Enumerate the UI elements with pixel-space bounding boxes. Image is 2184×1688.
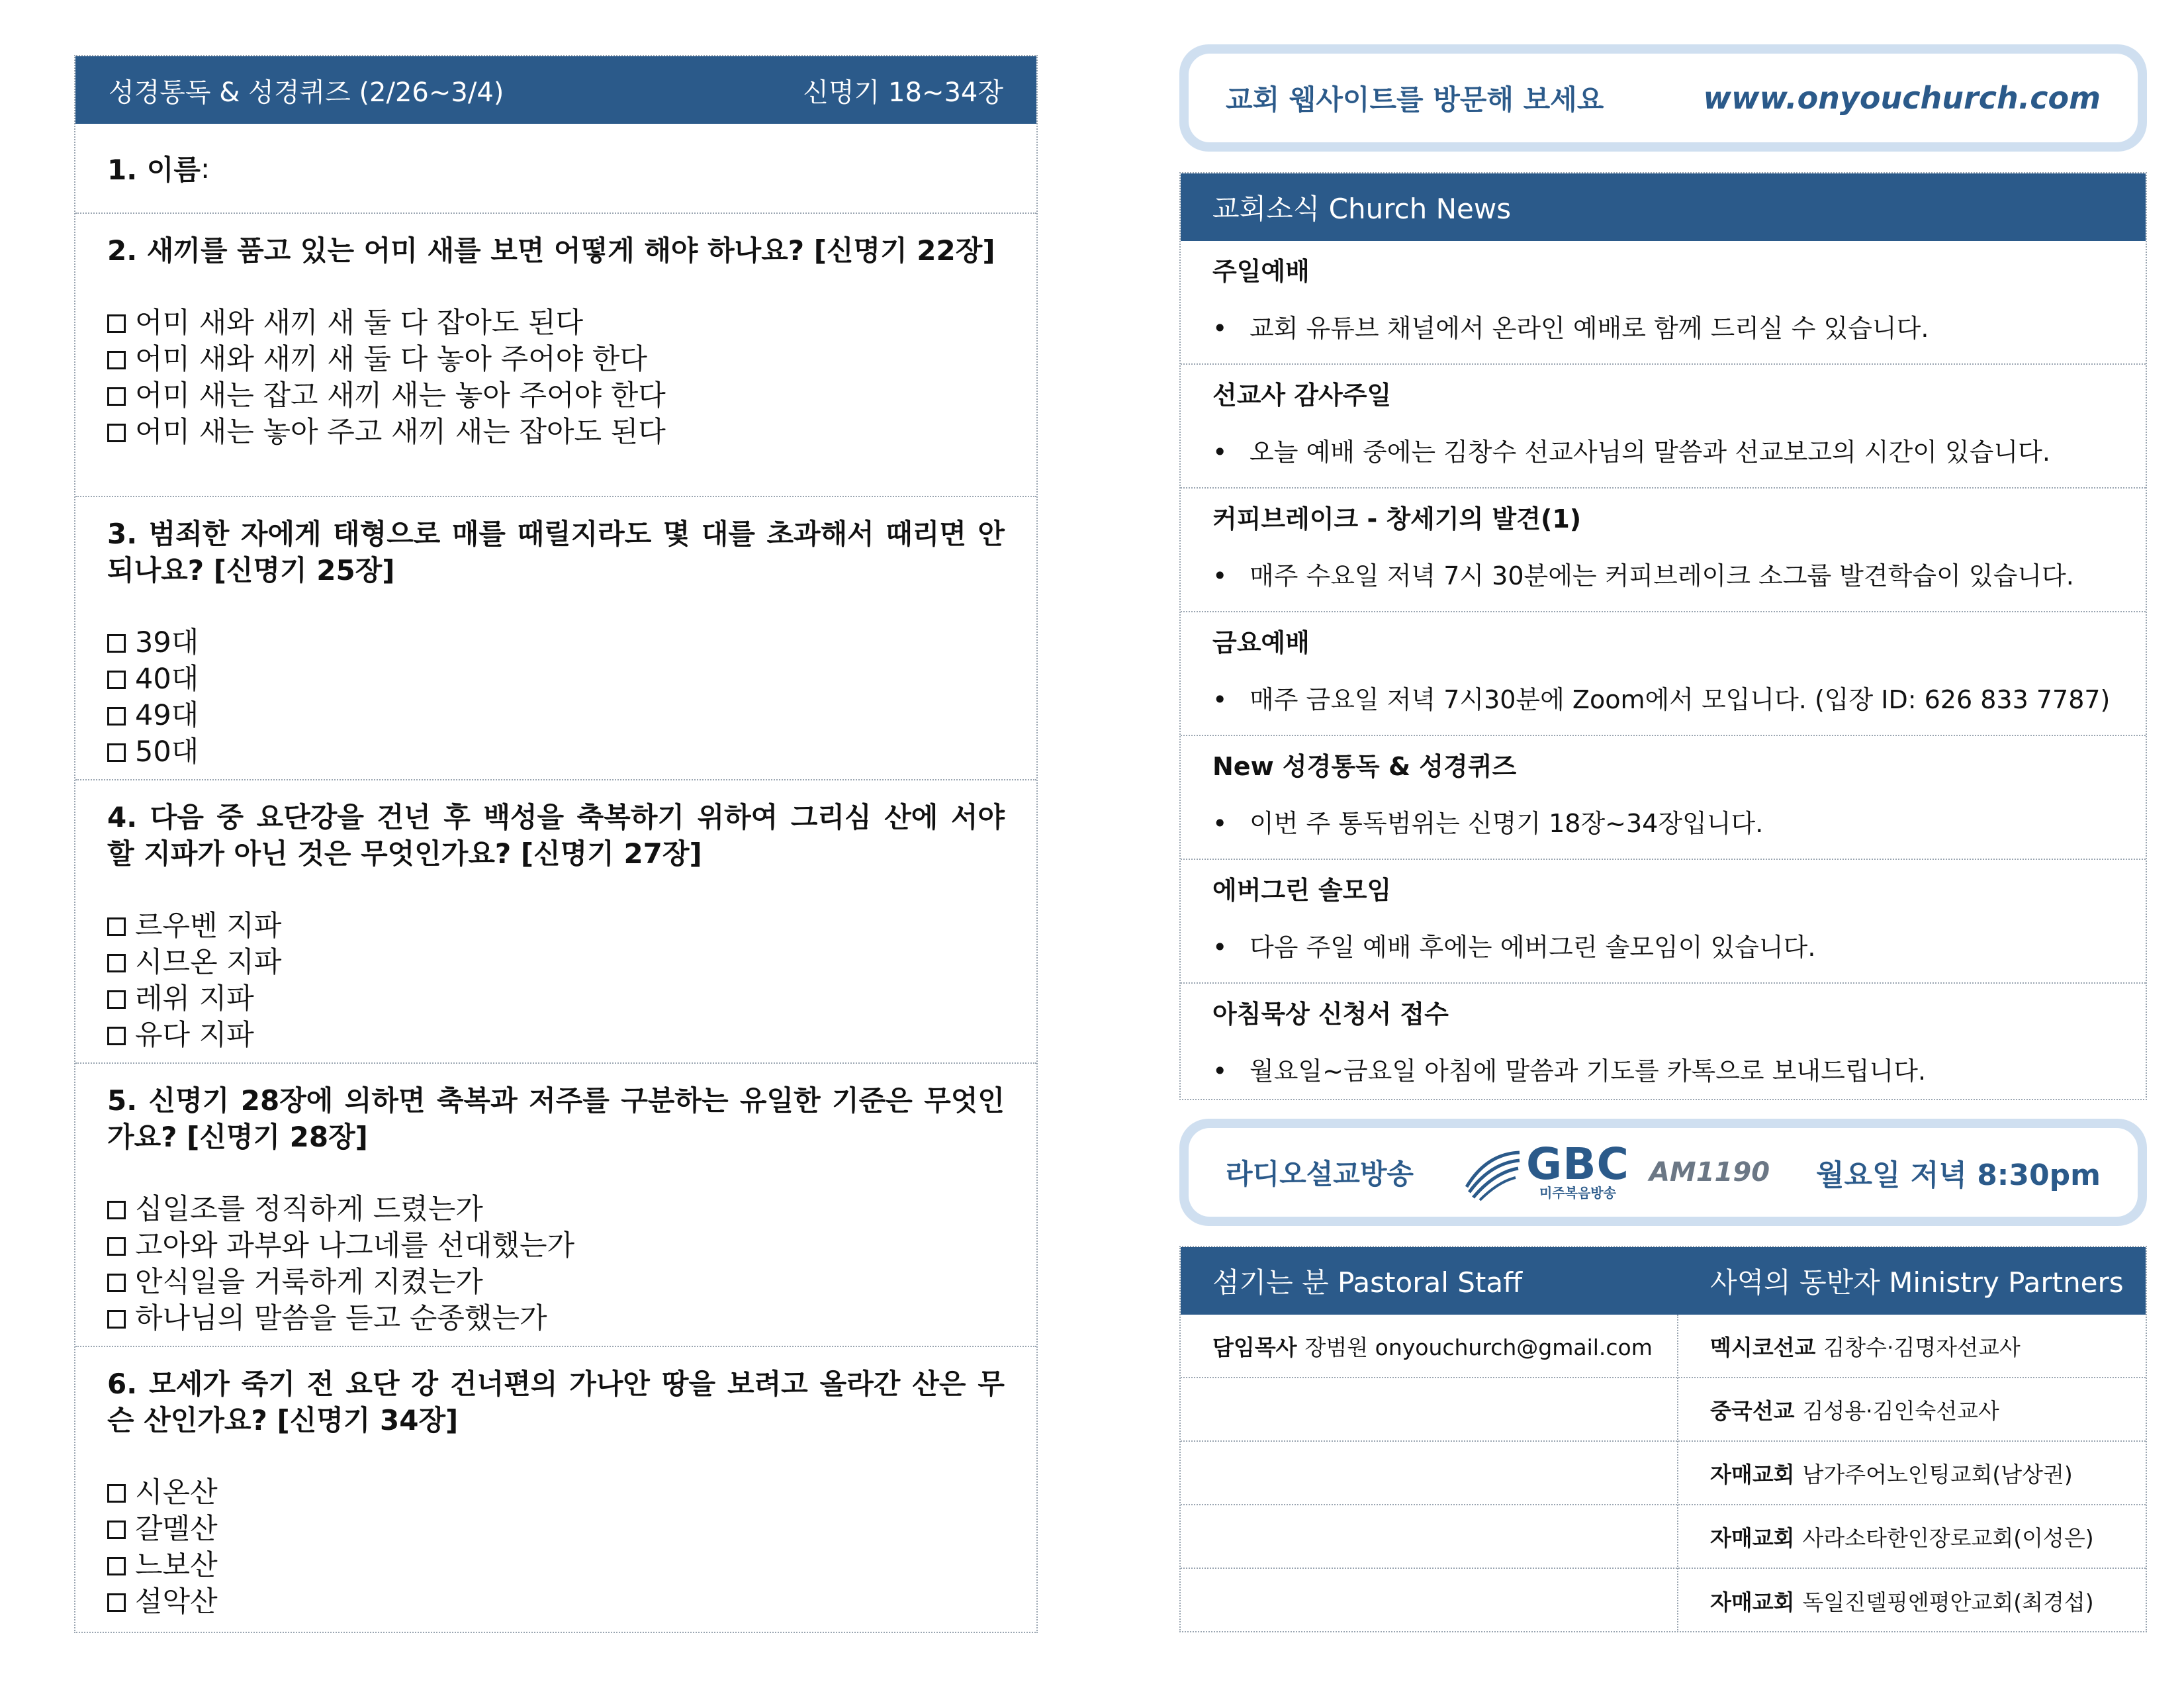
partner-row [1678, 1378, 2146, 1442]
option-checkbox[interactable] [107, 1548, 1005, 1584]
news-body [1212, 684, 2114, 716]
option-checkbox[interactable] [107, 1301, 1005, 1337]
news-text: 다음 주일 예배 후에는 에버그린 솔모임이 있습니다. [1250, 933, 1816, 962]
checkbox-icon[interactable] [107, 1201, 126, 1219]
option-checkbox[interactable] [107, 698, 1005, 734]
question-6 [75, 1347, 1036, 1633]
name-field-row[interactable] [75, 124, 1036, 214]
news-item [1181, 612, 2146, 736]
question-2 [75, 214, 1036, 497]
news-item [1181, 860, 2146, 984]
ministry-partners-heading: 사역의 동반자 Ministry Partners [1710, 1266, 2124, 1299]
options-list [107, 305, 1005, 451]
partner-role: 자매교회 [1710, 1524, 1795, 1551]
news-title: New 성경통독 & 성경퀴즈 [1212, 752, 1517, 781]
staff-row-empty [1181, 1378, 1677, 1442]
option-label: 고아와 과부와 나그네를 선대했는가 [135, 1229, 575, 1262]
checkbox-icon[interactable] [107, 1237, 126, 1256]
website-banner-inner [1189, 54, 2138, 142]
option-checkbox[interactable] [107, 1511, 1005, 1548]
staff-panel [1179, 1246, 2147, 1632]
partner-detail: 사라소타한인장로교회(이성은) [1802, 1524, 2094, 1551]
gbc-logo-subtitle: 미주복음방송 [1539, 1185, 1616, 1201]
option-label: 어미 새는 놓아 주고 새끼 새는 잡아도 된다 [135, 416, 666, 449]
option-label: 어미 새는 잡고 새끼 새는 놓아 주어야 한다 [135, 379, 666, 412]
option-checkbox[interactable] [107, 1228, 1005, 1264]
partner-row [1678, 1505, 2146, 1569]
pastoral-staff-heading: 섬기는 분 Pastoral Staff [1212, 1266, 1523, 1299]
news-body [1212, 560, 2114, 592]
staff-detail: 장범원 onyouchurch@gmail.com [1304, 1334, 1653, 1360]
radio-banner [1179, 1119, 2147, 1226]
news-body [1212, 1055, 2114, 1087]
option-label: 39대 [135, 626, 199, 659]
partner-row [1678, 1442, 2146, 1505]
option-checkbox[interactable] [107, 1475, 1005, 1511]
staff-row-empty [1181, 1442, 1677, 1505]
option-checkbox[interactable] [107, 981, 1005, 1017]
options-list [107, 1192, 1005, 1337]
quiz-header [75, 56, 1036, 124]
partner-role: 자매교회 [1710, 1589, 1795, 1615]
checkbox-icon[interactable] [107, 314, 126, 333]
news-body [1212, 436, 2114, 468]
news-body [1212, 312, 2114, 344]
quiz-title: 성경통독 & 성경퀴즈 (2/26~3/4) [109, 77, 504, 108]
news-text: 오늘 예배 중에는 김창수 선교사님의 말씀과 선교보고의 시간이 있습니다. [1250, 438, 2050, 467]
quiz-range: 신명기 18~34장 [803, 77, 1003, 108]
staff-row [1181, 1315, 1677, 1378]
checkbox-icon[interactable] [107, 1593, 126, 1612]
question-text: 2. 새끼를 품고 있는 어미 새를 보면 어떻게 해야 하나요? [신명기 22장] [107, 234, 995, 267]
news-body [1212, 931, 2114, 963]
news-item [1181, 241, 2146, 365]
staff-row-empty [1181, 1569, 1677, 1632]
website-link[interactable]: www.onyouchurch.com [1703, 80, 2101, 116]
news-title: 에버그린 솔모임 [1212, 876, 1392, 905]
ministry-partners-column [1678, 1315, 2146, 1632]
checkbox-icon[interactable] [107, 1521, 126, 1539]
question-text: 4. 다음 중 요단강을 건넌 후 백성을 축복하기 위하여 그리심 산에 서야 할 지파가 아닌 것은 무엇인가요? [신명기 27장] [107, 801, 1005, 870]
news-text: 교회 유튜브 채널에서 온라인 예배로 함께 드리실 수 있습니다. [1250, 314, 1929, 343]
option-label: 설악산 [135, 1585, 218, 1618]
name-label: 1. 이름 [107, 154, 201, 186]
pastoral-staff-column [1181, 1315, 1678, 1632]
bullet-icon: • [1212, 314, 1228, 343]
gbc-logo-text: GBC [1526, 1139, 1629, 1190]
option-label: 르우벤 지파 [135, 910, 282, 943]
bullet-icon: • [1212, 809, 1228, 838]
bullet-icon: • [1212, 438, 1228, 467]
option-checkbox[interactable] [107, 908, 1005, 945]
partner-role: 자매교회 [1710, 1461, 1795, 1487]
option-label: 갈멜산 [135, 1513, 218, 1546]
option-label: 느보산 [135, 1549, 218, 1582]
option-label: 시므온 지파 [135, 946, 282, 979]
options-list [107, 1475, 1005, 1620]
news-title: 아침묵상 신청서 접수 [1212, 1000, 1449, 1029]
option-checkbox[interactable] [107, 734, 1005, 771]
checkbox-icon[interactable] [107, 634, 126, 653]
partner-role: 멕시코선교 [1710, 1334, 1816, 1360]
staff-grid [1181, 1315, 2146, 1632]
checkbox-icon[interactable] [107, 1310, 126, 1329]
checkbox-icon[interactable] [107, 1484, 126, 1503]
question-text: 3. 범죄한 자에게 태형으로 매를 때릴지라도 몇 대를 초과해서 때리면 안 되나요? [신명기 25장] [107, 518, 1005, 586]
option-label: 레위 지파 [135, 982, 254, 1015]
news-title: 금요예배 [1212, 628, 1310, 657]
partner-detail: 독일진델핑엔평안교회(최경섭) [1802, 1589, 2094, 1615]
news-text: 이번 주 통독범위는 신명기 18장~34장입니다. [1250, 809, 1764, 838]
partner-row [1678, 1569, 2146, 1632]
website-banner [1179, 44, 2147, 152]
option-label: 시온산 [135, 1476, 218, 1509]
partner-detail: 김성용·김인숙선교사 [1802, 1397, 1999, 1424]
radio-time: 월요일 저녁 8:30pm [1816, 1158, 2101, 1192]
option-checkbox[interactable] [107, 414, 1005, 451]
option-label: 50대 [135, 735, 199, 769]
news-item [1181, 736, 2146, 860]
news-title: 주일예배 [1212, 257, 1310, 286]
checkbox-icon[interactable] [107, 707, 126, 726]
option-label: 49대 [135, 699, 199, 732]
church-news-header: 교회소식 Church News [1181, 173, 2146, 241]
radio-label: 라디오설교방송 [1226, 1158, 1414, 1190]
question-3 [75, 497, 1036, 780]
gbc-logo [1460, 1141, 1770, 1204]
checkbox-icon[interactable] [107, 1557, 126, 1575]
option-label: 십일조를 정직하게 드렸는가 [135, 1193, 483, 1226]
option-checkbox[interactable] [107, 1264, 1005, 1301]
checkbox-icon[interactable] [107, 1274, 126, 1292]
option-label: 어미 새와 새끼 새 둘 다 놓아 주어야 한다 [135, 343, 647, 376]
radio-banner-inner [1189, 1128, 2138, 1217]
checkbox-icon[interactable] [107, 351, 126, 369]
news-item [1181, 489, 2146, 612]
checkbox-icon[interactable] [107, 387, 126, 406]
checkbox-icon[interactable] [107, 990, 126, 1009]
news-text: 매주 수요일 저녁 7시 30분에는 커피브레이크 소그룹 발견학습이 있습니다. [1250, 561, 2074, 590]
staff-header [1181, 1247, 2146, 1315]
question-text: 5. 신명기 28장에 의하면 축복과 저주를 구분하는 유일한 기준은 무엇인가요? [신명기 28장] [107, 1084, 1005, 1153]
globe-swirl-icon [1460, 1141, 1524, 1204]
name-colon: : [200, 152, 210, 185]
question-5 [75, 1064, 1036, 1347]
bullet-icon: • [1212, 933, 1228, 962]
staff-role: 담임목사 [1212, 1334, 1297, 1360]
options-list [107, 625, 1005, 771]
news-item [1181, 365, 2146, 489]
news-text: 월요일~금요일 아침에 말씀과 기도를 카톡으로 보내드립니다. [1250, 1056, 1927, 1086]
news-text: 매주 금요일 저녁 7시30분에 Zoom에서 모입니다. (입장 ID: 626 833 7787) [1250, 685, 2111, 714]
option-label: 유다 지파 [135, 1019, 254, 1052]
bullet-icon: • [1212, 1056, 1228, 1086]
options-list [107, 908, 1005, 1054]
option-checkbox[interactable] [107, 305, 1005, 342]
bullet-icon: • [1212, 685, 1228, 714]
option-checkbox[interactable] [107, 625, 1005, 661]
partner-detail: 김창수·김명자선교사 [1823, 1334, 2021, 1360]
option-checkbox[interactable] [107, 1584, 1005, 1620]
staff-row-empty [1181, 1505, 1677, 1569]
option-label: 40대 [135, 663, 199, 696]
quiz-panel [74, 55, 1038, 1633]
option-checkbox[interactable] [107, 378, 1005, 414]
question-4 [75, 780, 1036, 1064]
partner-row [1678, 1315, 2146, 1378]
website-label: 교회 웹사이트를 방문해 보세요 [1226, 83, 1604, 116]
question-text: 6. 모세가 죽기 전 요단 강 건너편의 가나안 땅을 보려고 올라간 산은 무슨 산인가요? [신명기 34장] [107, 1368, 1005, 1436]
checkbox-icon[interactable] [107, 1027, 126, 1045]
partner-detail: 남가주어노인팅교회(남상권) [1802, 1461, 2073, 1487]
option-checkbox[interactable] [107, 342, 1005, 378]
option-checkbox[interactable] [107, 945, 1005, 981]
bullet-icon: • [1212, 561, 1228, 590]
checkbox-icon[interactable] [107, 954, 126, 972]
radio-frequency: AM1190 [1649, 1157, 1770, 1188]
checkbox-icon[interactable] [107, 671, 126, 689]
option-label: 하나님의 말씀을 듣고 순종했는가 [135, 1302, 547, 1335]
option-checkbox[interactable] [107, 1192, 1005, 1228]
gbc-wordmark [1526, 1139, 1629, 1201]
news-title: 커피브레이크 - 창세기의 발견(1) [1212, 504, 1582, 534]
option-checkbox[interactable] [107, 661, 1005, 698]
option-label: 어미 새와 새끼 새 둘 다 잡아도 된다 [135, 306, 584, 340]
checkbox-icon[interactable] [107, 917, 126, 936]
news-title: 선교사 감사주일 [1212, 381, 1392, 410]
option-checkbox[interactable] [107, 1017, 1005, 1054]
church-news-panel [1179, 172, 2147, 1100]
checkbox-icon[interactable] [107, 743, 126, 762]
partner-role: 중국선교 [1710, 1397, 1795, 1424]
option-label: 안식일을 거룩하게 지켰는가 [135, 1266, 483, 1299]
checkbox-icon[interactable] [107, 424, 126, 442]
news-item [1181, 984, 2146, 1098]
news-body [1212, 808, 2114, 839]
